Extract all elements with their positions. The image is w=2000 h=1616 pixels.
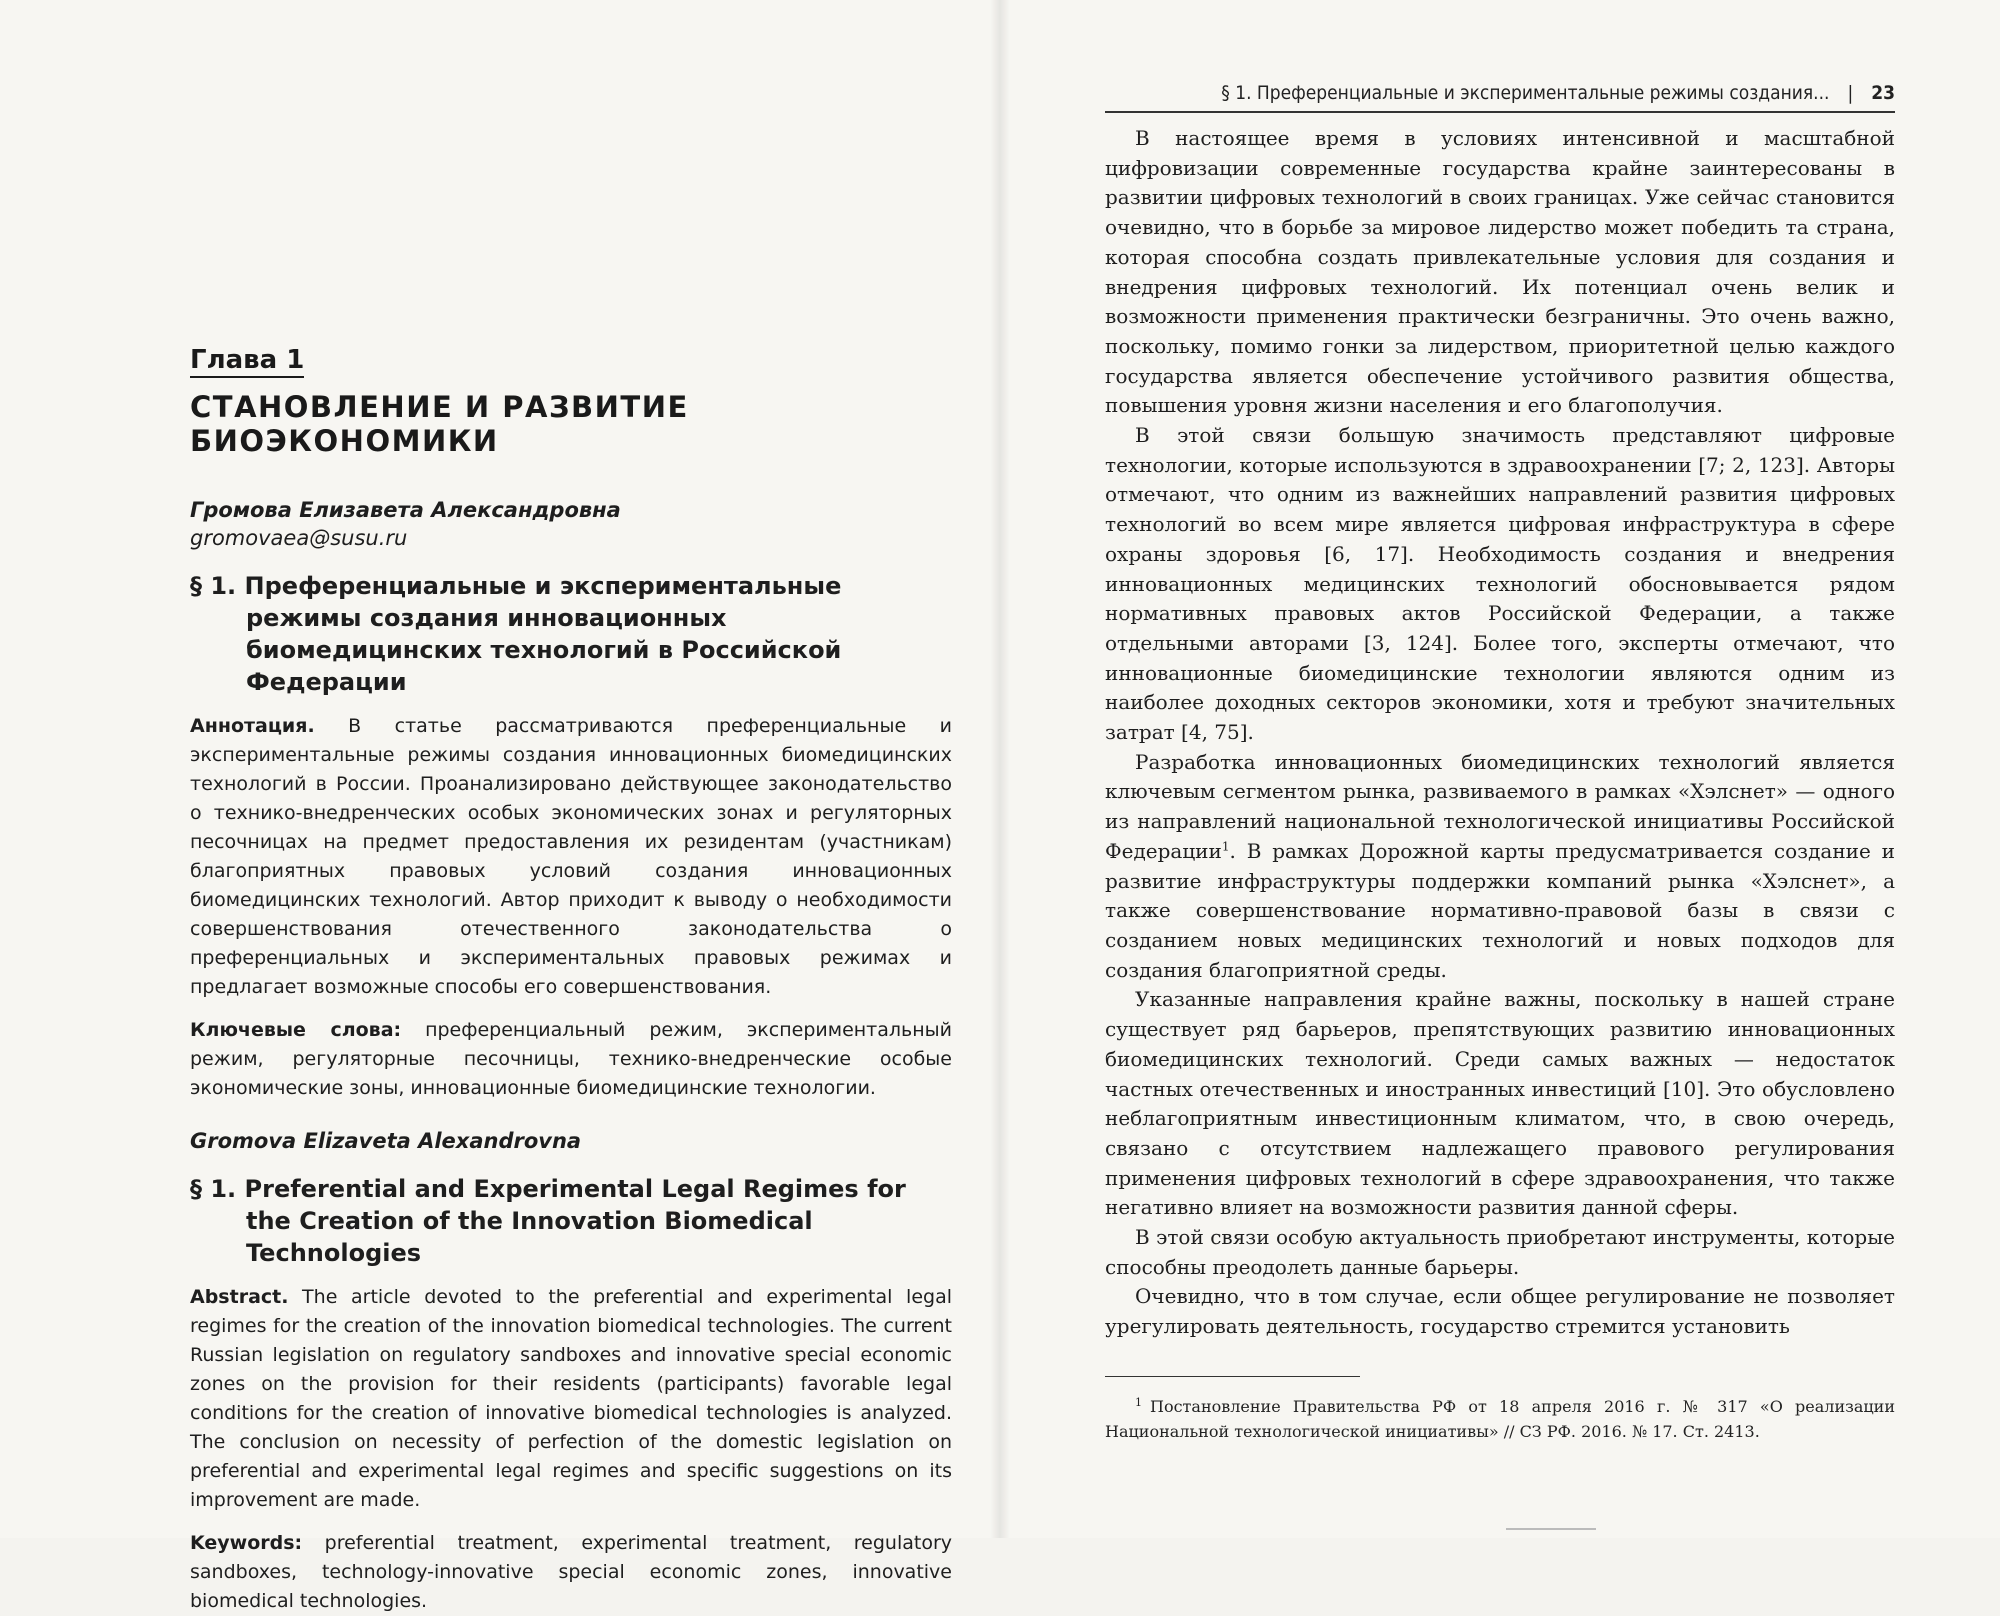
author-name-en: Gromova Elizaveta Alexandrovna [190, 1129, 582, 1153]
keywords-en-text: preferential treatment, experimental treatment, regulatory sandboxes, technology-innovative special economic zones, innovative biomedical technologies. [190, 1532, 952, 1612]
section-title-ru: § 1. Преференциальные и экспериментальные режимы создания инновационных биомедицинских технологий в Российской Федерации [190, 572, 842, 696]
keywords-ru-text: преференциальный режим, экспериментальный режим, регуляторные песочницы, технико-внедренческие особые экономические зоны, инновационные биомедицинские технологии. [190, 1019, 952, 1099]
footnote [1105, 1394, 1895, 1444]
annotation-paragraph [190, 712, 952, 1002]
body-paragraph-3 [1105, 748, 1895, 986]
keywords-ru-label: Ключевые слова: [190, 1019, 402, 1041]
body-paragraph-3-before: Разработка инновационных биомедицинских технологий является ключевым сегментом рынка, развиваемого в рамках «Хэлснет» — одного из направлений национальной технологической инициативы Российской Федерации [1105, 749, 1895, 863]
author-name-ru: Громова Елизавета Александровна [190, 498, 621, 522]
abstract-paragraph [190, 1283, 952, 1515]
chapter-label: Глава 1 [190, 345, 304, 378]
abstract-text: The article devoted to the preferential and experimental legal regimes for the creation of the innovation biomedical technologies. The current Russian legislation on regulatory sandboxes and innovative special economic zones on the provision for their residents (participants) favorable legal conditions for the creation of innovative biomedical technologies is analyzed. The conclusion on necessity of perfection of the domestic legislation on preferential and experimental legal regimes and specific suggestions on its improvement are made. [190, 1286, 952, 1511]
author-email: gromovaea@susu.ru [190, 526, 408, 550]
right-page [1000, 0, 2000, 1538]
right-page-body [1105, 124, 1895, 1342]
body-paragraph-4: Указанные направления крайне важны, поскольку в нашей стране существует ряд барьеров, препятствующих развитию инновационных биомедицинских технологий. Среди самых важных — недостаток частных отечественных и иностранных инвестиций [10]. Это обусловлено неблагоприятным инвестиционным климатом, что, в свою очередь, связано с отсутствием надлежащего правового регулирования применения цифровых технологий в сфере здравоохранения, что также негативно влияет на возможности развития данной сферы. [1105, 987, 1895, 1220]
body-paragraph-5: В этой связи особую актуальность приобретают инструменты, которые способны преодолеть данные барьеры. [1105, 1225, 1895, 1279]
body-paragraph-1: В настоящее время в условиях интенсивной и масштабной цифровизации современные государства крайне заинтересованы в развитии цифровых технологий в своих границах. Уже сейчас становится очевидно, что в борьбе за мировое лидерство может победить та страна, которая способна создать привлекательные условия для создания и внедрения цифровых технологий. Их потенциал очень велик и возможности применения практически безграничны. Это очень важно, поскольку, помимо гонки за лидерством, приоритетной целью каждого государства является обеспечение устойчивого развития общества, повышения уровня жизни населения и его благополучия. [1105, 126, 1895, 418]
body-paragraph-6: Очевидно, что в том случае, если общее регулирование не позволяет урегулировать деятельность, государство стремится установить [1105, 1284, 1895, 1339]
keywords-en-paragraph [190, 1529, 952, 1616]
footnote-mark: 1 [1135, 1395, 1142, 1409]
running-head-separator: | [1847, 82, 1854, 104]
running-head [1105, 82, 1895, 113]
footnote-reference[interactable]: 1 [1221, 839, 1230, 854]
keywords-ru-paragraph [190, 1016, 952, 1103]
body-paragraph-2: В этой связи большую значимость представляют цифровые технологии, которые используются в здравоохранении [7; 2, 123]. Авторы отмечают, что одним из важнейших направлений развития цифровых технологий во всем мире является цифровая инфраструктура в сфере охраны здоровья [6, 17]. Необходимость создания и внедрения инновационных медицинских технологий обосновывается рядом нормативных правовых актов Российской Федерации, а также отдельными авторами [3, 124]. Более того, эксперты отмечают, что инновационные биомедицинские технологии являются одним из наиболее доходных секторов экономики, хотя и требуют значительных затрат [4, 75]. [1105, 423, 1895, 745]
body-paragraph-3-after: . В рамках Дорожной карты предусматривается создание и развитие инфраструктуры поддержки компаний рынка «Хэлснет», а также совершенствование нормативно-правовой базы в связи с созданием новых медицинских технологий и новых подходов для создания благоприятной среды. [1105, 838, 1895, 982]
footnote-text: Постановление Правительства РФ от 18 апреля 2016 г. № 317 «О реализации Национальной технологической инициативы» // СЗ РФ. 2016. № 17. Ст. 2413. [1105, 1397, 1895, 1441]
annotation-text: В статье рассматриваются преференциальные и экспериментальные режимы создания инновационных биомедицинских технологий в России. Проанализировано действующее законодательство о технико-внедренческих особых экономических зонах и регуляторных песочницах на предмет предоставления их резидентам (участникам) благоприятных правовых условий создания инновационных биомедицинских технологий. Автор приходит к выводу о необходимости совершенствования отечественного законодательства о преференциальных и экспериментальных правовых режимах и предлагает возможные способы его совершенствования. [190, 715, 952, 998]
running-head-title: § 1. Преференциальные и экспериментальные режимы создания... [1221, 82, 1830, 104]
keywords-en-label: Keywords: [190, 1532, 303, 1554]
abstract-label: Abstract. [190, 1286, 289, 1308]
section-title-en: § 1. Preferential and Experimental Legal Regimes for the Creation of the Innovation Biomedical Technologies [190, 1175, 906, 1267]
page-number: 23 [1871, 82, 1895, 104]
left-page-content [190, 345, 952, 1616]
page-edge-mark [1506, 1528, 1596, 1530]
book-spine-shadow [990, 0, 1010, 1538]
footnote-divider [1105, 1376, 1360, 1377]
left-page [0, 0, 1000, 1612]
chapter-title: СТАНОВЛЕНИЕ И РАЗВИТИЕ БИОЭКОНОМИКИ [190, 390, 689, 458]
annotation-label: Аннотация. [190, 715, 315, 737]
